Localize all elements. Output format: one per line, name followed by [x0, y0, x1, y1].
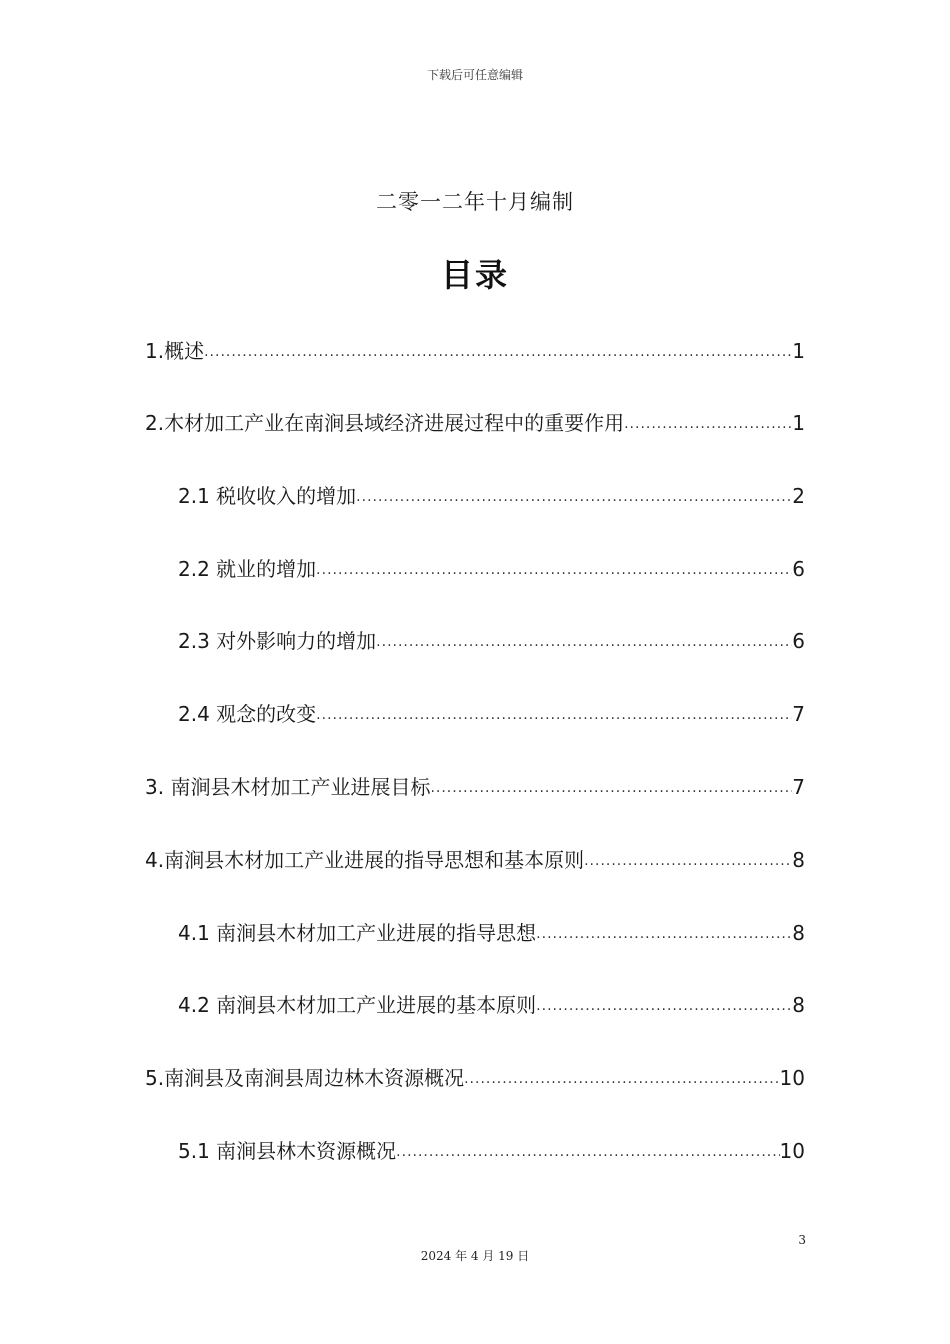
toc-entry-text: 2.木材加工产业在南涧县域经济进展过程中的重要作用 [145, 411, 625, 435]
toc-entry-text: 1.概述 [145, 339, 205, 363]
toc-entry-text: 2.4 观念的改变 [178, 702, 317, 726]
toc-entry[interactable] [145, 1063, 805, 1093]
toc-entry-page: 8 [792, 848, 805, 872]
header-note: 下载后可任意编辑 [426, 68, 523, 82]
toc-title: 目录 [440, 256, 509, 294]
toc-entry-text: 2.2 就业的增加 [178, 557, 317, 581]
toc-entry-page: 2 [792, 484, 805, 508]
toc-entry-page: 7 [792, 702, 805, 726]
toc-leader-dots [624, 413, 792, 438]
toc-entry-text: 4.2 南涧县木材加工产业进展的基本原则 [178, 993, 537, 1017]
toc-entry-page: 1 [792, 411, 805, 435]
toc-entry-page: 10 [779, 1066, 805, 1090]
toc-entry-text: 5.1 南涧县林木资源概况 [178, 1139, 397, 1163]
toc-entry[interactable] [178, 990, 805, 1020]
toc-entry-text: 3. 南涧县木材加工产业进展目标 [145, 775, 431, 799]
toc-leader-dots [376, 631, 792, 656]
page-number: 3 [798, 1233, 806, 1247]
toc-entry-page: 8 [792, 993, 805, 1017]
toc-leader-dots [464, 1068, 779, 1093]
footer-date: 2024 年 4 月 19 日 [420, 1249, 530, 1263]
toc-entry-page: 1 [792, 339, 805, 363]
toc-entry-text: 2.1 税收收入的增加 [178, 484, 357, 508]
toc-leader-dots [536, 995, 792, 1020]
toc-entry[interactable] [178, 481, 805, 511]
toc-leader-dots [430, 777, 792, 802]
toc-entry-text: 4.南涧县木材加工产业进展的指导思想和基本原则 [145, 848, 585, 872]
toc-entry[interactable] [178, 699, 805, 729]
toc-entry-page: 6 [792, 557, 805, 581]
toc-entry[interactable] [178, 1136, 805, 1166]
toc-entry[interactable] [178, 626, 805, 656]
compile-date: 二零一二年十月编制 [376, 190, 574, 214]
toc-leader-dots [396, 1141, 779, 1166]
toc-leader-dots [584, 850, 792, 875]
toc-entry-text: 4.1 南涧县木材加工产业进展的指导思想 [178, 921, 537, 945]
toc-leader-dots [316, 559, 792, 584]
toc-entry[interactable] [145, 772, 805, 802]
toc-leader-dots [316, 704, 792, 729]
toc-entry-page: 8 [792, 921, 805, 945]
toc-leader-dots [536, 923, 792, 948]
toc-entry[interactable] [178, 918, 805, 948]
toc-entry[interactable] [178, 554, 805, 584]
toc-entry[interactable] [145, 408, 805, 438]
toc-entry-page: 6 [792, 629, 805, 653]
toc-leader-dots [356, 486, 792, 511]
toc-entry-page: 10 [779, 1139, 805, 1163]
toc-leader-dots [204, 341, 792, 366]
toc-entry-page: 7 [792, 775, 805, 799]
toc-entry[interactable] [145, 336, 805, 366]
toc-entry[interactable] [145, 845, 805, 875]
toc-entry-text: 5.南涧县及南涧县周边林木资源概况 [145, 1066, 465, 1090]
toc-entry-text: 2.3 对外影响力的增加 [178, 629, 377, 653]
